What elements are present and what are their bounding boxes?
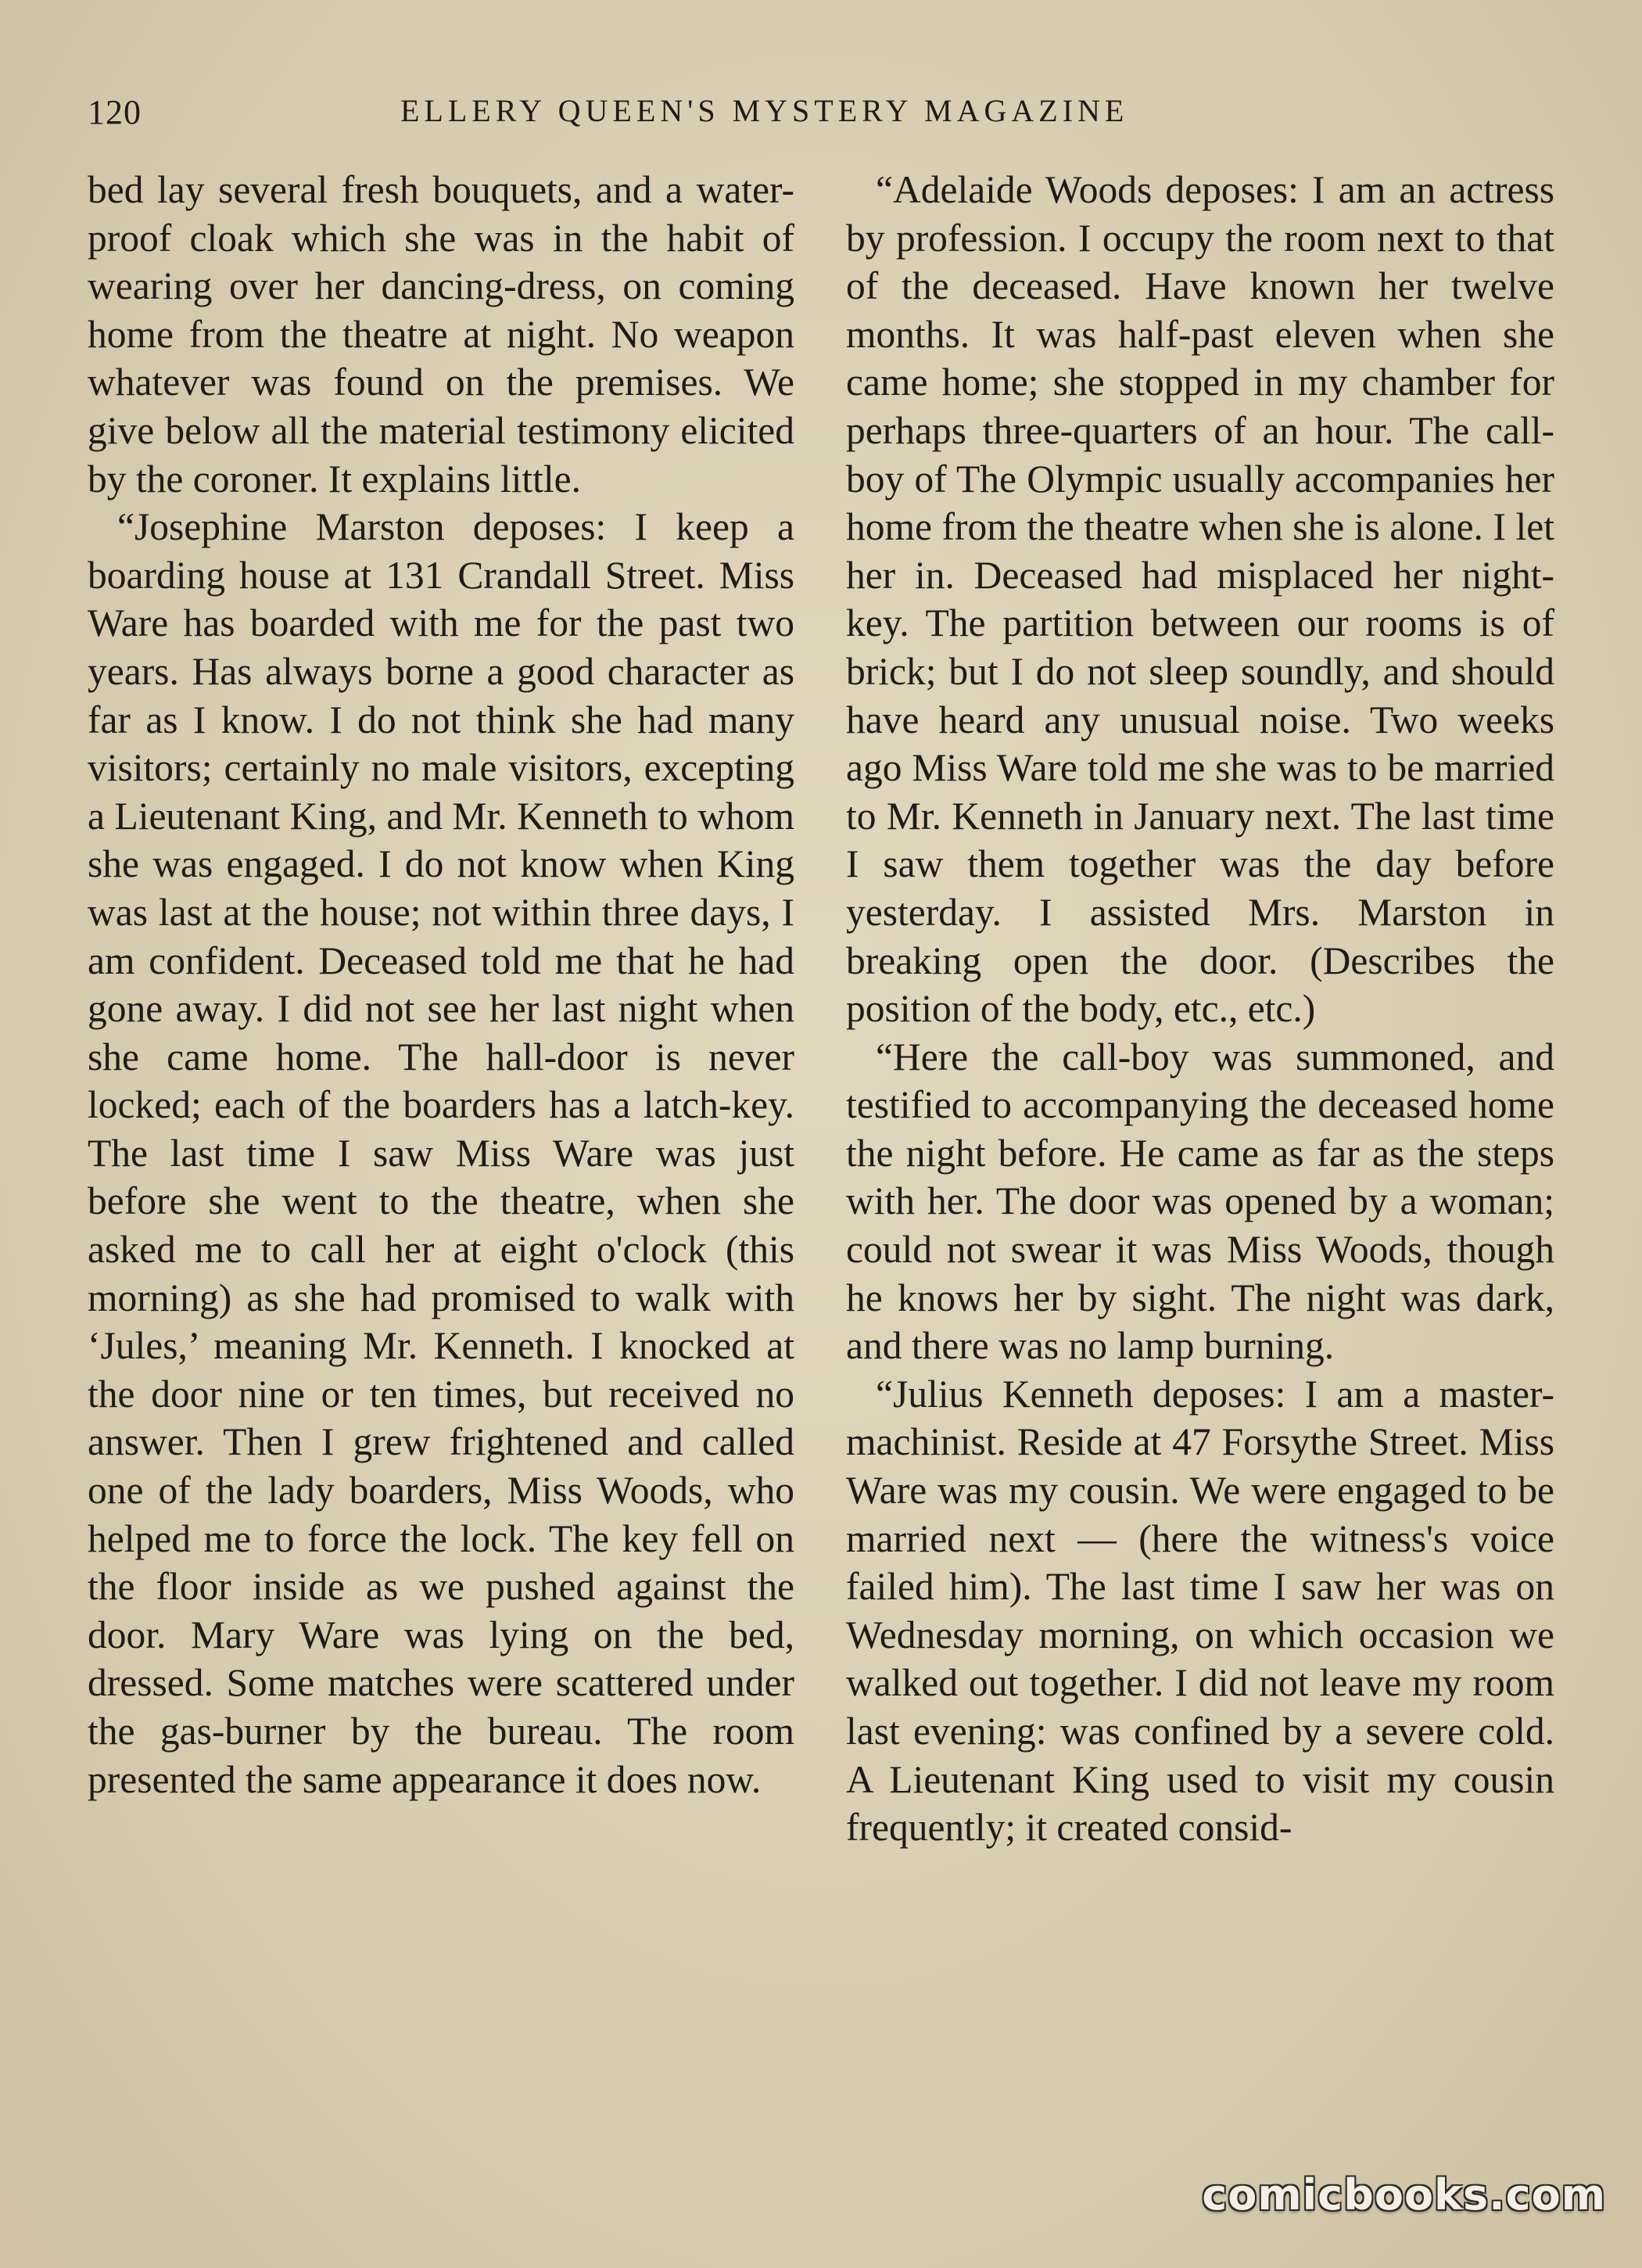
- paragraph: “Josephine Marston deposes: I keep a boarding house at 131 Crandall Street. Miss Ware has boarded with me for the past two years. Has always borne a good character as far as I know. I do not think she had many visitors; certainly no male visitors, excepting a Lieutenant King, and Mr. Kenneth to whom she was engaged. I do not know when King was last at the house; not within three days, I am confident. Deceased told me that he had gone away. I did not see her last night when she came home. The hall-door is never locked; each of the boarders has a latch-key. The last time I saw Miss Ware was just before she went to the theatre, when she asked me to call her at eight o'clock (this morning) as she had promised to walk with ‘Jules,’ meaning Mr. Kenneth. I knocked at the door nine or ten times, but received no answer. Then I grew frightened and called one of the lady boarders, Miss Woods, who helped me to force the lock. The key fell on the floor inside as we pushed against the door. Mary Ware was lying on the bed, dressed. Some matches were scattered under the gas-burner by the bureau. The room presented the same appearance it does now.: [88, 505, 794, 1801]
- paragraph: bed lay several fresh bouquets, and a water-proof cloak which she was in the habit of wearing over her dancing-dress, on coming home from the theatre at night. No weapon whatever was found on the premises. We give below all the material testimony elicited by the coroner. It explains little.: [88, 168, 794, 501]
- right-column: [846, 166, 1554, 1852]
- paragraph: “Here the call-boy was summoned, and testified to accompanying the deceased home the night before. He came as far as the steps with her. The door was opened by a woman; could not swear it was Miss Woods, though he knows her by sight. The night was dark, and there was no lamp burning.: [846, 1035, 1554, 1368]
- watermark-logo: comicbooks.com: [1202, 2170, 1606, 2220]
- left-column: [88, 166, 794, 1803]
- page-number: 120: [88, 93, 142, 131]
- running-head: [88, 92, 1558, 139]
- paragraph: “Julius Kenneth deposes: I am a master-machinist. Reside at 47 Forsythe Street. Miss Ware was my cousin. We were engaged to be married next — (here the witness's voice failed him). The last time I saw her was on Wednesday morning, on which occasion we walked out together. I did not leave my room last evening: was confined by a severe cold. A Lieutenant King used to visit my cousin frequently; it created consid-: [846, 1372, 1554, 1850]
- magazine-title: ELLERY QUEEN'S MYSTERY MAGAZINE: [400, 93, 1129, 128]
- paragraph: “Adelaide Woods deposes: I am an actress by profession. I occupy the room next to that of the deceased. Have known her twelve months. It was half-past eleven when she came home; she stopped in my chamber for perhaps three-quarters of an hour. The call-boy of The Olympic usually accompanies her home from the theatre when she is alone. I let her in. Deceased had misplaced her night-key. The partition between our rooms is of brick; but I do not sleep soundly, and should have heard any unusual noise. Two weeks ago Miss Ware told me she was to be married to Mr. Kenneth in January next. The last time I saw them together was the day before yesterday. I assisted Mrs. Marston in breaking open the door. (Describes the position of the body, etc., etc.): [846, 168, 1554, 1031]
